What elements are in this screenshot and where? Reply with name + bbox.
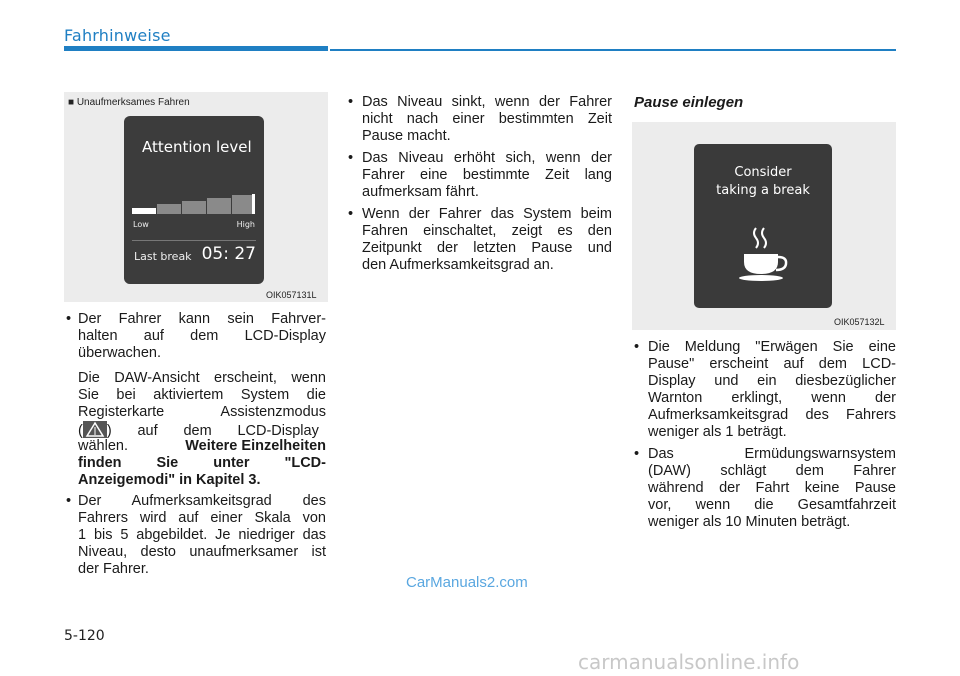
level-segment-active: [132, 208, 156, 214]
text-line: Fahrers wird auf einer Skala von: [78, 510, 326, 526]
text-line: 1 bis 5 abgebildet. Je niedriger das: [78, 527, 326, 543]
text-line: Niveau, desto unaufmerksamer ist: [78, 544, 326, 560]
screen-title: Attention level: [142, 138, 252, 156]
text-line: der Fahrer.: [78, 561, 149, 577]
text-line: weniger als 1 beträgt.: [648, 424, 787, 440]
level-segment-marker: [252, 194, 255, 214]
bullet: •: [66, 311, 72, 327]
text-line: Das Ermüdungswarnsystem: [648, 446, 896, 462]
screen-message-line: Consider: [734, 165, 792, 180]
text-line: Sie bei aktiviertem System die: [78, 387, 326, 403]
figure-code: OIK057131L: [266, 290, 317, 300]
text-line: Registerkarte Assistenzmodus: [78, 404, 326, 420]
text-line: (DAW) schlägt dem Fahrer: [648, 463, 896, 479]
text-line: Wenn der Fahrer das System beim: [362, 206, 612, 222]
last-break-time: 05: 27: [201, 244, 256, 264]
text-line: [78, 438, 326, 456]
footer-watermark: carmanualsonline.info: [578, 650, 800, 674]
header-rule-thick: [64, 46, 328, 51]
text-line: Zeitpunkt der letzten Pause und: [362, 240, 612, 256]
text-line: Die Meldung "Erwägen Sie eine: [648, 339, 896, 355]
text-line: Pause macht.: [362, 128, 451, 144]
text-fragment-bold: Weitere Einzelheiten: [185, 438, 326, 454]
text-line: überwachen.: [78, 345, 162, 361]
last-break-label: Last break: [134, 250, 192, 263]
text-line: Das Niveau erhöht sich, wenn der: [362, 150, 612, 166]
figure-code: OIK057132L: [834, 317, 885, 327]
text-line: vor, wenn die Gesamtfahrzeit: [648, 497, 896, 513]
section-heading: Pause einlegen: [634, 94, 744, 111]
scale-low-label: Low: [133, 220, 149, 229]
text-line: Display und ein diesbezüglicher: [648, 373, 896, 389]
level-segment: [157, 204, 181, 214]
text-line: den Aufmerksamkeitsgrad an.: [362, 257, 554, 273]
text-line: weniger als 10 Minuten beträgt.: [648, 514, 851, 530]
bullet: •: [634, 339, 640, 355]
lcd-screen-attention: [124, 116, 264, 284]
text-line: Der Aufmerksamkeitsgrad des: [78, 493, 326, 509]
bullet: •: [66, 493, 72, 509]
assist-mode-icon: [83, 421, 107, 438]
level-segment: [182, 201, 206, 214]
text-line: nicht nach einer bestimmten Zeit: [362, 111, 612, 127]
text-line: Warnton erklingt, wenn der: [648, 390, 896, 406]
section-title: Fahrhinweise: [64, 26, 171, 45]
level-segment: [232, 195, 254, 214]
screen-divider: [132, 240, 256, 241]
bullet: •: [348, 94, 354, 110]
figure-caption: ■ Unaufmerksames Fahren: [68, 97, 190, 108]
text-line: halten auf dem LCD-Display: [78, 328, 326, 344]
text-line: aufmerksam fährt.: [362, 184, 479, 200]
lcd-screen-break: [694, 144, 832, 308]
text-fragment: (: [78, 423, 83, 439]
bullet: •: [348, 206, 354, 222]
text-line: Der Fahrer kann sein Fahrver-: [78, 311, 326, 327]
bullet: •: [348, 150, 354, 166]
text-fragment: ) auf dem LCD-Display: [106, 423, 319, 439]
page-number: 5-120: [64, 628, 105, 644]
text-line: während der Fahrt keine Pause: [648, 480, 896, 496]
text-line-bold: Anzeigemodi" in Kapitel 3.: [78, 472, 261, 488]
screen-message-line: taking a break: [716, 183, 810, 198]
watermark-link[interactable]: CarManuals2.com: [406, 574, 528, 591]
text-line: Fahren einschaltet, zeigt es den: [362, 223, 612, 239]
text-line: Aufmerksamkeitsgrad des Fahrers: [648, 407, 896, 423]
text-line: Pause" erscheint auf dem LCD-: [648, 356, 896, 372]
bullet: •: [634, 446, 640, 462]
text-line: Die DAW-Ansicht erscheint, wenn: [78, 370, 326, 386]
text-line: Fahrer eine bestimmte Zeit lang: [362, 167, 612, 183]
scale-high-label: High: [236, 220, 255, 229]
coffee-cup-icon: [734, 224, 794, 284]
level-segment: [207, 198, 231, 214]
text-fragment: wählen.: [78, 438, 128, 454]
header-rule-thin: [330, 49, 896, 51]
text-line: Das Niveau sinkt, wenn der Fahrer: [362, 94, 612, 110]
text-line-bold: finden Sie unter "LCD-: [78, 455, 326, 471]
